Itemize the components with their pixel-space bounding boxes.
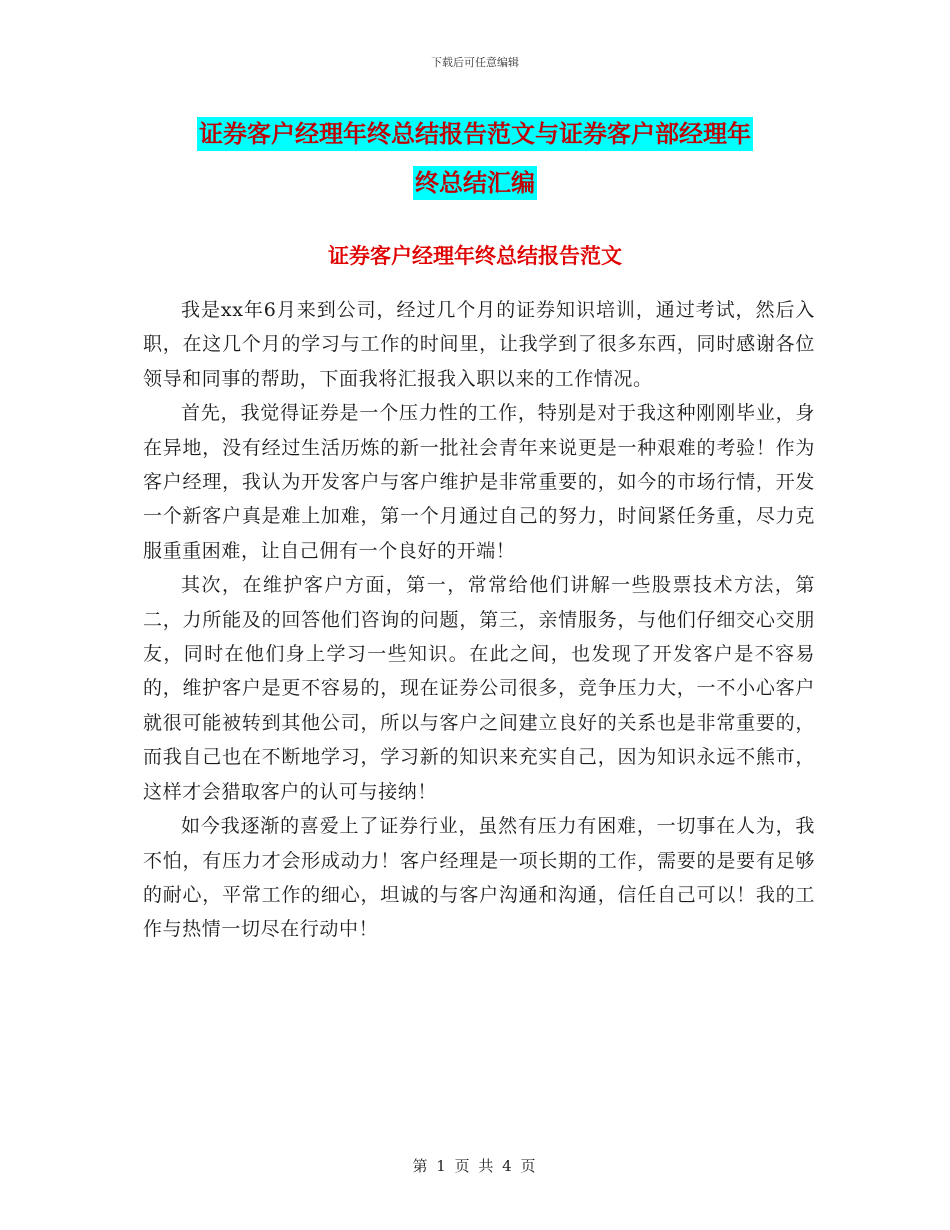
header-note: 下载后可任意编辑: [431, 56, 519, 69]
paragraph-2: 首先，我觉得证券是一个压力性的工作，特别是对于我这种刚刚毕业，身在异地，没有经过生活历炼的新一批社会青年来说更是一种艰难的考验！作为客户经理，我认为开发客户与客户维护是非常重要的，如今的市场行情，开发一个新客户真是难上加难，第一个月通过自己的努力，时间紧任务重，尽力克服重重困难，让自己佣有一个良好的开端！: [143, 402, 815, 562]
paragraph-4: 如今我逐渐的喜爱上了证券行业，虽然有压力有困难，一切事在人为，我不怕，有压力才会形成动力！客户经理是一项长期的工作，需要的是要有足够的耐心，平常工作的细心，坦诚的与客户沟通和沟通，信任自己可以！我的工作与热情一切尽在行动中！: [143, 815, 815, 941]
document-title: [0, 110, 950, 208]
page-footer: 第 1 页 共 4 页: [412, 1157, 538, 1175]
paragraph-1: 我是xx年6月来到公司，经过几个月的证券知识培训，通过考试，然后入职，在这几个月的学习与工作的时间里，让我学到了很多东西，同时感谢各位领导和同事的帮助，下面我将汇报我入职以来的工作情况。: [143, 299, 815, 390]
paragraph-3: 其次，在维护客户方面，第一，常常给他们讲解一些股票技术方法，第二，力所能及的回答他们咨询的问题，第三，亲情服务，与他们仔细交心交朋友，同时在他们身上学习一些知识。在此之间，也发现了开发客户是不容易的，维护客户是更不容易的，现在证券公司很多，竞争压力大，一不小心客户就很可能被转到其他公司，所以与客户之间建立良好的关系也是非常重要的，而我自己也在不断地学习，学习新的知识来充实自己，因为知识永远不熊市，这样才会猎取客户的认可与接纳！: [143, 574, 815, 803]
title-line-1: 证券客户经理年终总结报告范文与证券客户部经理年: [197, 117, 753, 151]
title-line-2: 终总结汇编: [413, 166, 537, 200]
section-heading: 证券客户经理年终总结报告范文: [328, 244, 622, 268]
document-body: [143, 293, 815, 947]
